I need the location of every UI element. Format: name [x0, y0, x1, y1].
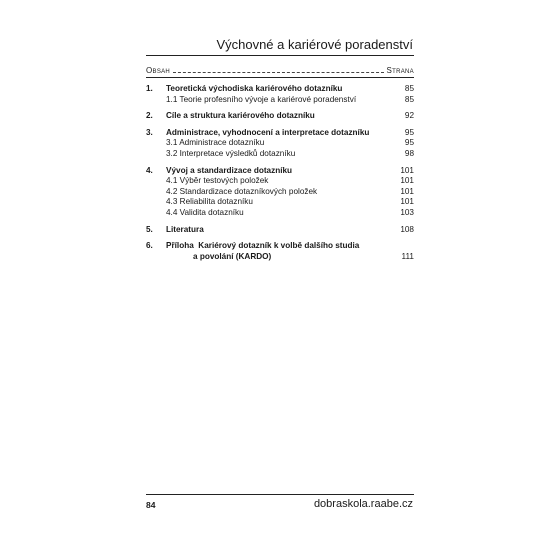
toc-head-contents: Obsah [146, 66, 171, 75]
toc-entry-page: 108 [400, 224, 414, 234]
toc-subentry-page: 101 [400, 197, 414, 207]
toc-entry-page: 85 [404, 84, 414, 93]
toc-subentry[interactable] [146, 138, 414, 149]
toc-subentry-title: 4.3 Reliabilita dotazníku [166, 197, 253, 207]
toc-entry-number: 4. [146, 165, 153, 175]
toc-entry-page: 111 [401, 251, 414, 261]
toc-subentry[interactable] [146, 197, 414, 208]
toc-column-header [146, 63, 414, 75]
footer-rule [146, 494, 414, 495]
toc-entry-title: Příloha Kariérový dotazník k volbě dalšího studia [166, 241, 360, 251]
toc-subentry-title: 4.4 Validita dotazníku [166, 207, 244, 217]
table-of-contents [146, 84, 414, 268]
running-header-title: Výchovné a kariérové poradenství [216, 37, 413, 52]
toc-entry-page: 101 [400, 165, 414, 175]
toc-entry-number: 2. [146, 111, 153, 121]
toc-subentry-title: 3.1 Administrace dotazníku [166, 138, 265, 148]
toc-subentry-title: 4.1 Výběr testových položek [166, 176, 269, 186]
toc-subentry-page: 101 [400, 176, 414, 186]
toc-entry-number: 3. [146, 127, 153, 137]
toc-entry[interactable] [146, 84, 414, 105]
toc-entry[interactable] [146, 225, 414, 236]
header-rule [146, 55, 414, 56]
toc-subentry[interactable] [146, 187, 414, 198]
toc-head-leader [173, 72, 383, 73]
toc-entry-title-continued: a povolání (KARDO) [193, 251, 272, 261]
toc-subentry[interactable] [146, 149, 414, 160]
toc-head-rule [146, 77, 414, 78]
toc-subentry[interactable] [146, 176, 414, 187]
toc-entry-title: Administrace, vyhodnocení a interpretace dotazníku [166, 127, 370, 137]
toc-subentry-title: 3.2 Interpretace výsledků dotazníku [166, 148, 296, 158]
toc-subentry-title: 1.1 Teorie profesního vývoje a kariérové poradenství [166, 94, 357, 104]
toc-subentry-page: 85 [404, 94, 414, 104]
toc-entry-number: 1. [146, 84, 153, 93]
toc-subentry-title: 4.2 Standardizace dotazníkových položek [166, 186, 318, 196]
toc-subentry[interactable] [146, 95, 414, 106]
toc-entry-title: Literatura [166, 224, 204, 234]
toc-entry-title: Vývoj a standardizace dotazníku [166, 165, 293, 175]
toc-entry[interactable] [146, 128, 414, 160]
toc-subentry[interactable] [146, 208, 414, 219]
toc-subentry-page: 101 [400, 186, 414, 196]
toc-entry-number: 5. [146, 224, 153, 234]
toc-entry-page: 95 [404, 127, 414, 137]
toc-entry[interactable] [146, 111, 414, 122]
toc-subentry-page: 95 [404, 138, 414, 148]
toc-entry-title: Teoretická východiska kariérového dotazníku [166, 84, 343, 93]
toc-entry[interactable] [146, 241, 414, 262]
toc-head-page: Strana [386, 66, 414, 75]
toc-subentry-page: 98 [404, 148, 414, 158]
footer-page-number: 84 [146, 500, 156, 510]
toc-entry-page: 92 [404, 111, 414, 121]
toc-entry-title: Cíle a struktura kariérového dotazníku [166, 111, 315, 121]
footer-website[interactable]: dobraskola.raabe.cz [313, 498, 413, 510]
toc-subentry-page: 103 [400, 207, 414, 217]
toc-entry[interactable] [146, 166, 414, 219]
toc-entry-number: 6. [146, 241, 153, 251]
